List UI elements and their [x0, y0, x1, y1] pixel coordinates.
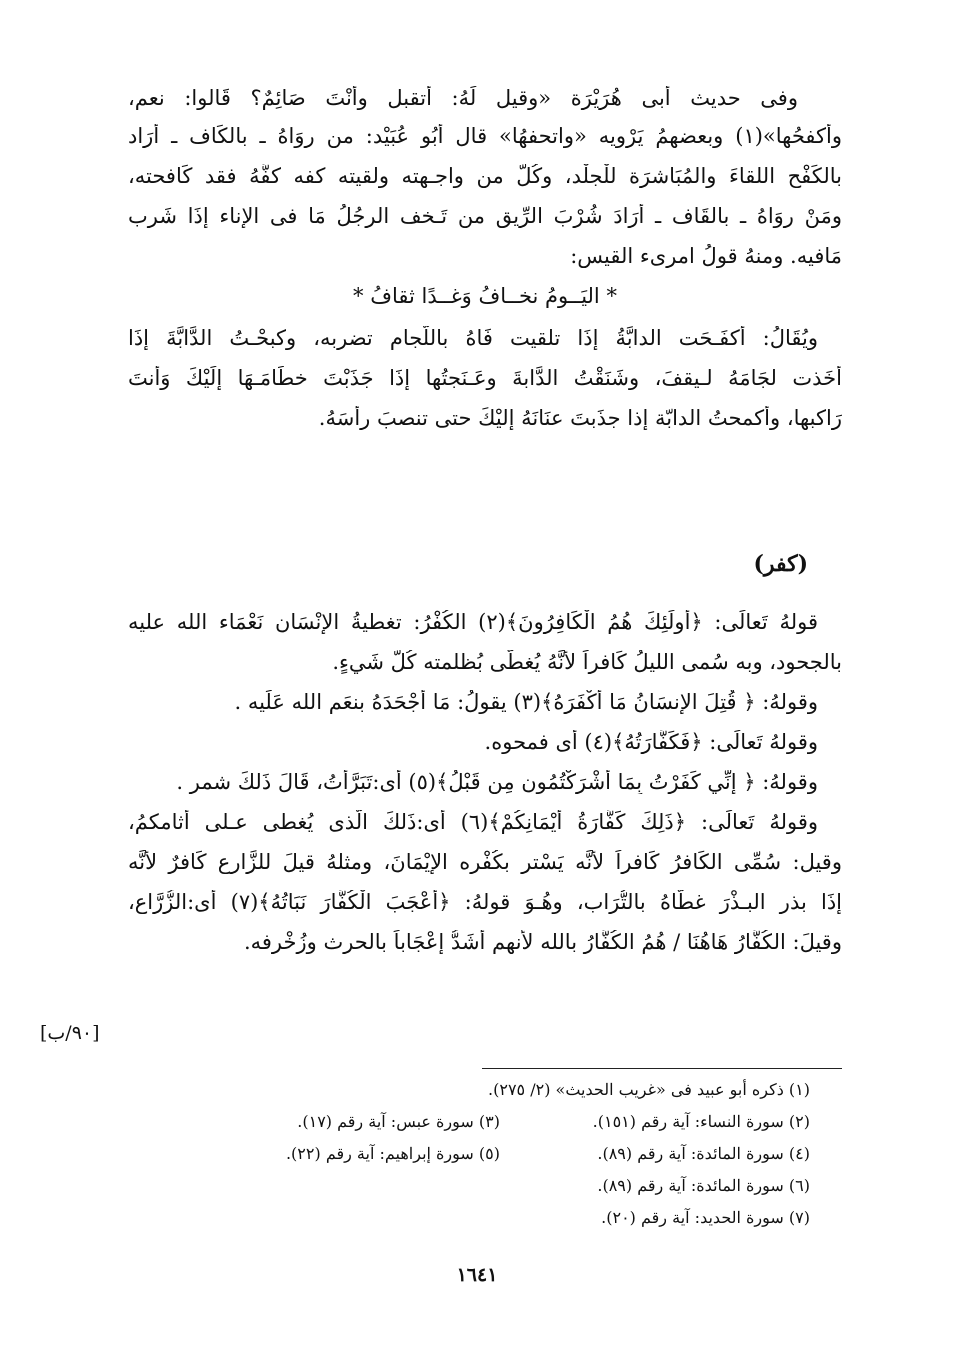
paragraph-kufr [128, 610, 842, 954]
footnote: (٢) سورة النساء: آية رقم (١٥١). [592, 1112, 810, 1131]
text-line: ومَنْ روَاهُ ـ بالقَاف ـ أرَادَ شُرْبَ الرِّيق من تَـخف الرجُلُ مَا فى الإناء إذَا شَرب [128, 204, 842, 228]
poetry-verse: * اليَــومُ نخــافُ وَغــدًا ثقافُ * [353, 284, 617, 308]
footnote: (٧) سورة الحديد: آية رقم (٢٠). [601, 1208, 810, 1227]
text-line: وقيل: سُمِّى الكَافرُ كَافراً لأنَّه يَسْتر بكُفْره الإيْمَانَ، ومثلهُ قيلَ للزَّارع كَافرٌ لأنَّه [128, 850, 842, 874]
text-line: مَافيه. ومنهُ قولُ امرىء القيس: [570, 244, 842, 268]
footnote: (١) ذكره أبو عبيد فى «غريب الحديث» (٢/ ٢٧٥). [488, 1080, 810, 1099]
section-heading: (كفر) [753, 551, 808, 577]
footnote-divider [482, 1068, 842, 1069]
text-line: قولهُ تَعالَى: ﴿أُولَئِكَ هُمُ الْكَافِرُونَ﴾(٢) الكُفْرُ: تغطيةُ الإنْسَان نَعْمَاء الله عليه [128, 610, 818, 634]
text-line: وقيلَ: الكُفَّارُ هَاهُنَا / هُمُ الكُفَّارُ بالله لأنهم أشَدُّ إعْجَاباً بالحرث وزُخْرفه. [243, 930, 842, 954]
footnote: (٤) سورة المائدة: آية رقم (٨٩). [597, 1144, 810, 1163]
paragraph-kafh [128, 86, 842, 430]
text-line: رَاكبها، وأكمحتُ الدابّة إذا جذَبتَ عنَانَهُ إليْكَ حتى تنصبَ رأسَهُ. [318, 406, 842, 430]
text-line: وقولهُ تَعالَى: ﴿ذَلِكَ كَفَّارَةُ أَيْمَانِكُمْ﴾(٦) أى:ذَلكَ الَّذى يُغطى عـلى أثامكمُ، [128, 810, 818, 834]
text-line: ويُقَالُ: أكفَـحَت الدابَّةُ إذَا تلقيت فَاهُ باللّجام تضربه، وكبحْـتُ الدَّابَّةَ إذَا [128, 326, 818, 350]
text-line: وقولهُ: ﴿ إِنِّي كَفَرْتُ بِمَا أَشْرَكْتُمُونِ مِن قَبْلُ﴾(٥) أى:تَبَرَّأتُ، قَالَ ذَلكَ شمر . [176, 770, 818, 794]
footnote: (٦) سورة المائدة: آية رقم (٨٩). [597, 1176, 810, 1195]
text-line: وأكفحُها»(١) وبعضهمُ يَرْويه «واتحفهُا» قال أبُو عُبَيْد: من روَاهُ ـ بالكَاف ـ أرَاد [128, 124, 842, 148]
text-line: بالجحود، وبه سُمى الليلُ كَافراً لأنَّهُ يُغطّى بُظلمته كُلُّ شَيءٍ. [332, 650, 842, 674]
manuscript-folio-marker: [٩٠/ب] [40, 1022, 100, 1044]
text-line: إذَا بذر البـذْرَ غطَّاهُ بالتُّرَاب، وهُـوَ قولهُ: ﴿أَعْجَبَ الْكُفَّارَ نَبَاتُهُ﴾(٧) أى:الزُّرَّاع، [128, 890, 842, 914]
text-line: وقولهُ: ﴿ قُتِلَ الإِنسَانُ مَا أَكْفَرَهُ﴾(٣) يقولُ: مَا أجْحَدَهُ بنعَم الله عَلَيه . [234, 690, 818, 714]
text-line: وقولهُ تَعالَى: ﴿فَكَفَّارَتُهُ﴾(٤) أى فمحوه. [484, 730, 818, 754]
text-line: وفى حديث أبى هُرَيْرَة «وقيل لَهُ: أتقبل وأنْتَ صَائِمٌ؟ قَالوا: نعم، [128, 86, 798, 110]
footnote: (٣) سورة عبس: آية رقم (١٧). [297, 1112, 500, 1131]
text-line: أخَذت لجَامَهُ لـيقفَ، وشَنَقْتُ الدَّابةَ وعَـنَجتُها إذَا جَذَبْتَ خطَامَـهَا إلَيْكَ وَأنتَ [128, 366, 842, 390]
text-line: بالكَفْح اللقاءَ والمُبَاشرَة للْجلْد، وكُلُّ من واجـهته ولقيته كفه كفَّهُ فقد كَافحته، [128, 164, 842, 188]
footnote: (٥) سورة إبراهيم: آية رقم (٢٢). [285, 1144, 500, 1163]
page-number: ١٦٤١ [456, 1264, 498, 1286]
